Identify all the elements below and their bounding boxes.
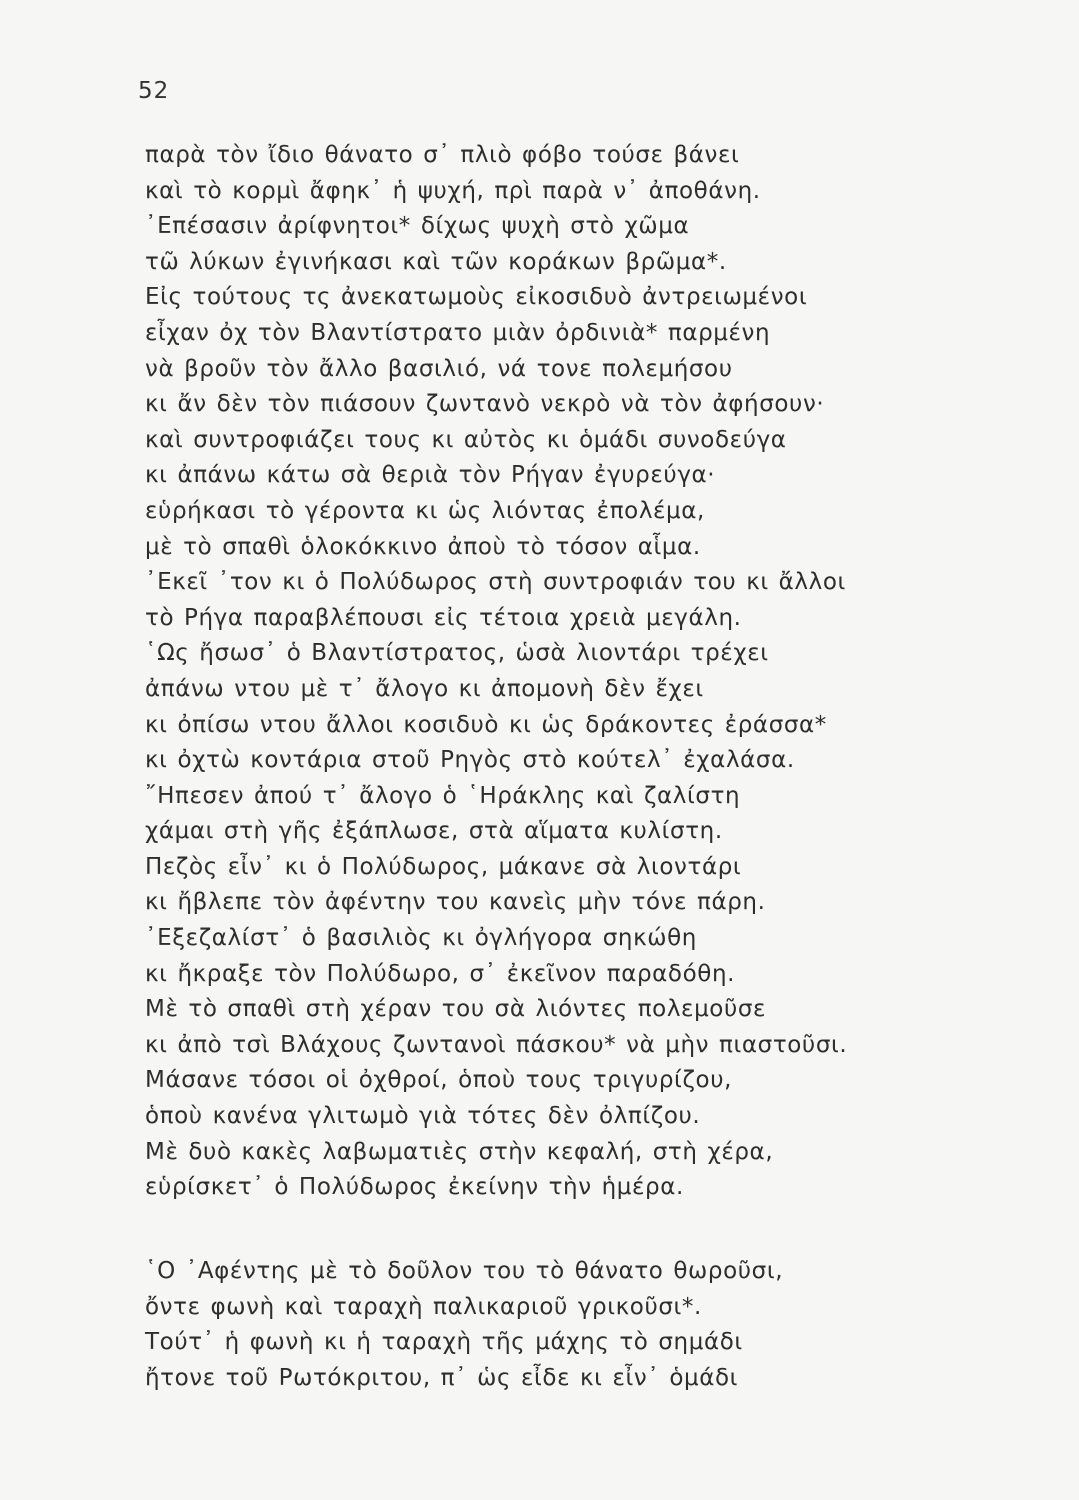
verse-line: εἶχαν ὀχ τὸν Βλαντίστρατο μιὰν ὀρδινιὰ* παρμένη [145,319,771,346]
stanza-1 [145,138,847,1206]
verse-line: ᾿Εξεζαλίστ᾿ ὁ βασιλιὸς κι ὀγλήγορα σηκώθη [145,925,697,952]
verse-line: καὶ τὸ κορμὶ ἄφηκ᾿ ἡ ψυχή, πρὶ παρὰ ν᾿ ἀποθάνη. [145,177,761,204]
verse-line: εὑρήκασι τὸ γέροντα κι ὡς λιόντας ἐπολέμα, [145,497,705,524]
verse-line: κι ἀπάνω κάτω σὰ θεριὰ τὸν Ρήγαν ἐγυρεύγα· [145,462,716,489]
verse-line: χάμαι στὴ γῆς ἐξάπλωσε, στὰ αἵματα κυλίστη. [145,818,723,845]
verse-line: Μάσανε τόσοι οἱ ὀχθροί, ὁποὺ τους τριγυρίζου, [145,1067,733,1094]
verse-line: ὁποὺ κανένα γλιτωμὸ γιὰ τότες δὲν ὀλπίζου. [145,1103,701,1130]
verse-line: Μὲ τὸ σπαθὶ στὴ χέραν του σὰ λιόντες πολεμοῦσε [145,996,767,1023]
verse-line: κι ὀχτὼ κοντάρια στοῦ Ρηγὸς στὸ κούτελ᾿ ἐχαλάσα. [145,747,795,774]
verse-line: κι ὀπίσω ντου ἄλλοι κοσιδυὸ κι ὡς δράκοντες ἐράσσα* [145,711,827,738]
verse-line: νὰ βροῦν τὸν ἄλλο βασιλιό, νά τονε πολεμήσου [145,355,733,382]
verse-line: εὑρίσκετ᾿ ὁ Πολύδωρος ἐκείνην τὴν ἡμέρα. [145,1174,684,1201]
verse-line: ῾Ως ἤσωσ᾿ ὁ Βλαντίστρατος, ὡσὰ λιοντάρι τρέχει [145,640,769,667]
verse-line: Εἰς τούτους τς ἀνεκατωμοὺς εἰκοσιδυὸ ἀντρειωμένοι [145,284,808,311]
verse-line: Τούτ᾿ ἡ φωνὴ κι ἡ ταραχὴ τῆς μάχης τὸ σημάδι [145,1329,743,1356]
verse-line: τὸ Ρήγα παραβλέπουσι εἰς τέτοια χρειὰ μεγάλη. [145,604,742,631]
verse-line: ῎Ηπεσεν ἀπού τ᾿ ἄλογο ὁ ῾Ηράκλης καὶ ζαλίστη [145,782,741,809]
verse-line: κι ἀπὸ τσὶ Βλάχους ζωντανοὶ πάσκου* νὰ μὴν πιαστοῦσι. [145,1031,848,1058]
verse-line: κι ἤβλεπε τὸν ἀφέντην του κανεὶς μὴν τόνε πάρη. [145,889,766,916]
verse-line: ᾿Εκεῖ ᾿τον κι ὁ Πολύδωρος στὴ συντροφιάν του κι ἄλλοι [145,569,846,596]
verse-line: μὲ τὸ σπαθὶ ὁλοκόκκινο ἀποὺ τὸ τόσον αἷμα. [145,533,701,560]
verse-line: ἤτονε τοῦ Ρωτόκριτου, π᾿ ὡς εἶδε κι εἶν᾿ ὁμάδι [145,1364,739,1391]
verse-line: παρὰ τὸν ἴδιο θάνατο σ᾿ πλιὸ φόβο τούσε βάνει [145,142,740,168]
stanza-2 [145,1254,783,1396]
verse-line: ἀπάνω ντου μὲ τ᾿ ἄλογο κι ἀπομονὴ δὲν ἔχει [145,675,704,702]
verse-line: ῾Ο ᾿Αφέντης μὲ τὸ δοῦλον του τὸ θάνατο θωροῦσι, [145,1258,784,1284]
verse-line: κι ἤκραξε τὸν Πολύδωρο, σ᾿ ἐκεῖνον παραδόθη. [145,960,736,987]
verse-line: Πεζὸς εἶν᾿ κι ὁ Πολύδωρος, μάκανε σὰ λιοντάρι [145,853,742,880]
verse-line: κι ἄν δὲν τὸν πιάσουν ζωντανὸ νεκρὸ νὰ τὸν ἀφήσουν· [145,391,825,418]
verse-line: καὶ συντροφιάζει τους κι αὐτὸς κι ὁμάδι συνοδεύγα [145,426,787,453]
verse-line: τῶ λύκων ἐγινήκασι καὶ τῶν κοράκων βρῶμα*. [145,248,727,275]
verse-line: ᾿Επέσασιν ἀρίφνητοι* δίχως ψυχὴ στὸ χῶμα [145,213,690,240]
page-number: 52 [138,78,170,104]
verse-line: Μὲ δυὸ κακὲς λαβωματιὲς στὴν κεφαλή, στὴ χέρα, [145,1138,774,1165]
verse-line: ὄντε φωνὴ καὶ ταραχὴ παλικαριοῦ γρικοῦσι*. [145,1293,702,1320]
